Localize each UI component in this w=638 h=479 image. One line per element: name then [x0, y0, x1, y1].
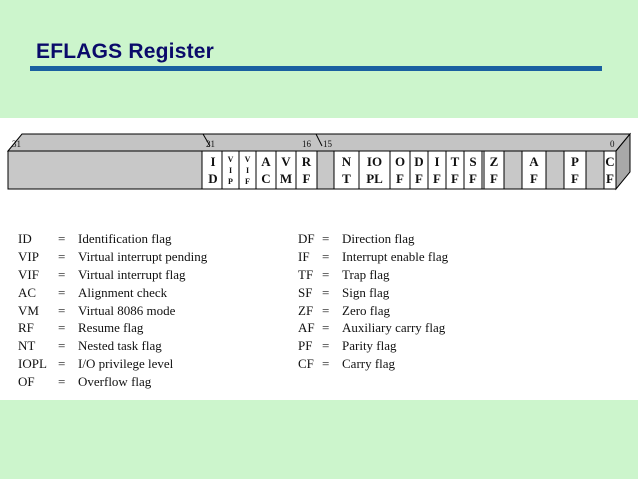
legend-description: I/O privilege level	[78, 356, 174, 372]
legend-equals: =	[322, 302, 330, 318]
legend-row-pf	[298, 337, 448, 355]
legend-abbr: OF	[18, 374, 35, 390]
flag-label-char: I	[210, 154, 216, 169]
legend-abbr: VM	[18, 302, 39, 318]
flag-label-char: A	[261, 154, 271, 169]
legend-row-cf	[298, 355, 448, 373]
flag-label-char: A	[529, 154, 539, 169]
legend-row-sf	[298, 284, 448, 302]
legend-equals: =	[58, 284, 66, 300]
legend-description: Parity flag	[342, 338, 397, 354]
slide-title: EFLAGS Register	[36, 40, 215, 63]
legend-row-ac	[18, 284, 207, 302]
bit-label-21: 21	[206, 139, 215, 149]
legend-row-rf	[18, 319, 207, 337]
legend-abbr: AF	[298, 320, 315, 336]
legend-description: Nested task flag	[78, 338, 162, 354]
reserved-bits-31-22	[8, 151, 202, 189]
flag-label-char: T	[342, 171, 351, 186]
legend-equals: =	[58, 266, 66, 282]
legend-description: Virtual interrupt pending	[78, 248, 208, 264]
legend-row-id	[18, 230, 207, 248]
legend-row-vip	[18, 248, 207, 266]
flag-label-char: F	[571, 171, 579, 186]
legend-description: Trap flag	[342, 266, 390, 282]
legend-description: Alignment check	[78, 284, 168, 300]
legend-equals: =	[58, 320, 66, 336]
legend-description: Resume flag	[78, 320, 144, 336]
legend-description: Identification flag	[78, 230, 172, 246]
reserved-bit-5	[504, 151, 522, 189]
reserved-bit-15	[317, 151, 334, 189]
flag-label-char: F	[490, 171, 498, 186]
flag-label-char: S	[469, 154, 477, 169]
legend-abbr: TF	[298, 266, 314, 282]
flag-label-char: F	[433, 171, 441, 186]
flag-label-char: F	[469, 171, 477, 186]
legend-description: Sign flag	[342, 284, 390, 300]
legend-description: Direction flag	[342, 230, 415, 246]
legend-abbr: VIP	[18, 248, 39, 264]
legend-right-column	[298, 230, 448, 373]
legend-row-df	[298, 230, 448, 248]
legend-row-if	[298, 248, 448, 266]
flag-label-char: V	[244, 155, 251, 164]
legend-equals: =	[322, 248, 330, 264]
flag-label-char: V	[281, 154, 291, 169]
legend-description: Overflow flag	[78, 374, 152, 390]
legend-abbr: DF	[298, 230, 315, 246]
legend-row-zf	[298, 302, 448, 320]
legend-equals: =	[58, 248, 66, 264]
legend-left-column	[18, 230, 207, 391]
legend-equals: =	[58, 356, 66, 372]
reserved-bit-1	[586, 151, 604, 189]
flag-label-char: F	[606, 171, 614, 186]
bit-label-15: 15	[323, 139, 332, 149]
flag-label-char: D	[414, 154, 424, 169]
legend-description: Carry flag	[342, 356, 396, 372]
legend-row-nt	[18, 337, 207, 355]
legend-equals: =	[58, 338, 66, 354]
legend-row-af	[298, 319, 448, 337]
legend-description: Interrupt enable flag	[342, 248, 449, 264]
legend-row-iopl	[18, 355, 207, 373]
legend-abbr: RF	[18, 320, 34, 336]
legend-abbr: AC	[18, 284, 37, 300]
flag-label-char: F	[302, 171, 311, 186]
legend-equals: =	[322, 284, 330, 300]
bit-label-31: 31	[12, 139, 21, 149]
legend-equals: =	[322, 338, 330, 354]
flag-label-char: F	[245, 177, 250, 186]
flag-label-char: C	[605, 154, 615, 169]
flag-label-char: Z	[489, 154, 499, 169]
flag-label-char: C	[261, 171, 271, 186]
flag-label-char: IO	[366, 154, 383, 169]
legend-abbr: VIF	[18, 266, 39, 282]
legend-abbr: IOPL	[18, 356, 47, 372]
legend-abbr: SF	[298, 284, 313, 300]
legend-description: Virtual 8086 mode	[78, 302, 176, 318]
flag-label-char: I	[434, 154, 440, 169]
legend-equals: =	[322, 230, 330, 246]
legend-abbr: IF	[298, 248, 310, 264]
legend-row-of	[18, 373, 207, 391]
legend-row-vm	[18, 302, 207, 320]
legend-abbr: CF	[298, 356, 314, 372]
flag-label-char: I	[245, 166, 250, 175]
flag-label-char: PL	[366, 171, 383, 186]
register-top-face	[8, 134, 630, 151]
legend-equals: =	[322, 266, 330, 282]
flag-label-char: M	[279, 171, 293, 186]
flag-label-char: N	[341, 154, 352, 169]
legend-row-vif	[18, 266, 207, 284]
flag-label-char: T	[450, 154, 460, 169]
eflags-figure	[0, 118, 638, 400]
legend-equals: =	[322, 356, 330, 372]
legend-equals: =	[322, 320, 330, 336]
bit-label-16: 16	[302, 139, 311, 149]
flag-label-char: P	[228, 177, 233, 186]
legend-description: Zero flag	[342, 302, 391, 318]
legend-description: Auxiliary carry flag	[342, 320, 446, 336]
legend-abbr: PF	[298, 338, 313, 354]
legend-abbr: ID	[18, 230, 32, 246]
reserved-bit-3	[546, 151, 564, 189]
flag-label-char: F	[396, 171, 404, 186]
flag-label-char: V	[227, 155, 234, 164]
flag-label-char: O	[394, 154, 406, 169]
legend-equals: =	[58, 302, 66, 318]
flag-label-char: R	[301, 154, 312, 169]
legend-description: Virtual interrupt flag	[78, 266, 186, 282]
bit-label-0: 0	[610, 139, 615, 149]
eflags-register-diagram	[0, 118, 638, 228]
flag-label-char: D	[208, 171, 218, 186]
title-underline	[30, 66, 602, 71]
legend-abbr: NT	[18, 338, 36, 354]
flag-label-char: F	[415, 171, 423, 186]
legend-equals: =	[58, 374, 66, 390]
legend-row-tf	[298, 266, 448, 284]
flag-label-char: F	[451, 171, 459, 186]
legend-equals: =	[58, 230, 66, 246]
flag-label-char: P	[571, 154, 579, 169]
flag-label-char: F	[530, 171, 538, 186]
legend-abbr: ZF	[298, 302, 314, 318]
flag-label-char: I	[228, 166, 233, 175]
